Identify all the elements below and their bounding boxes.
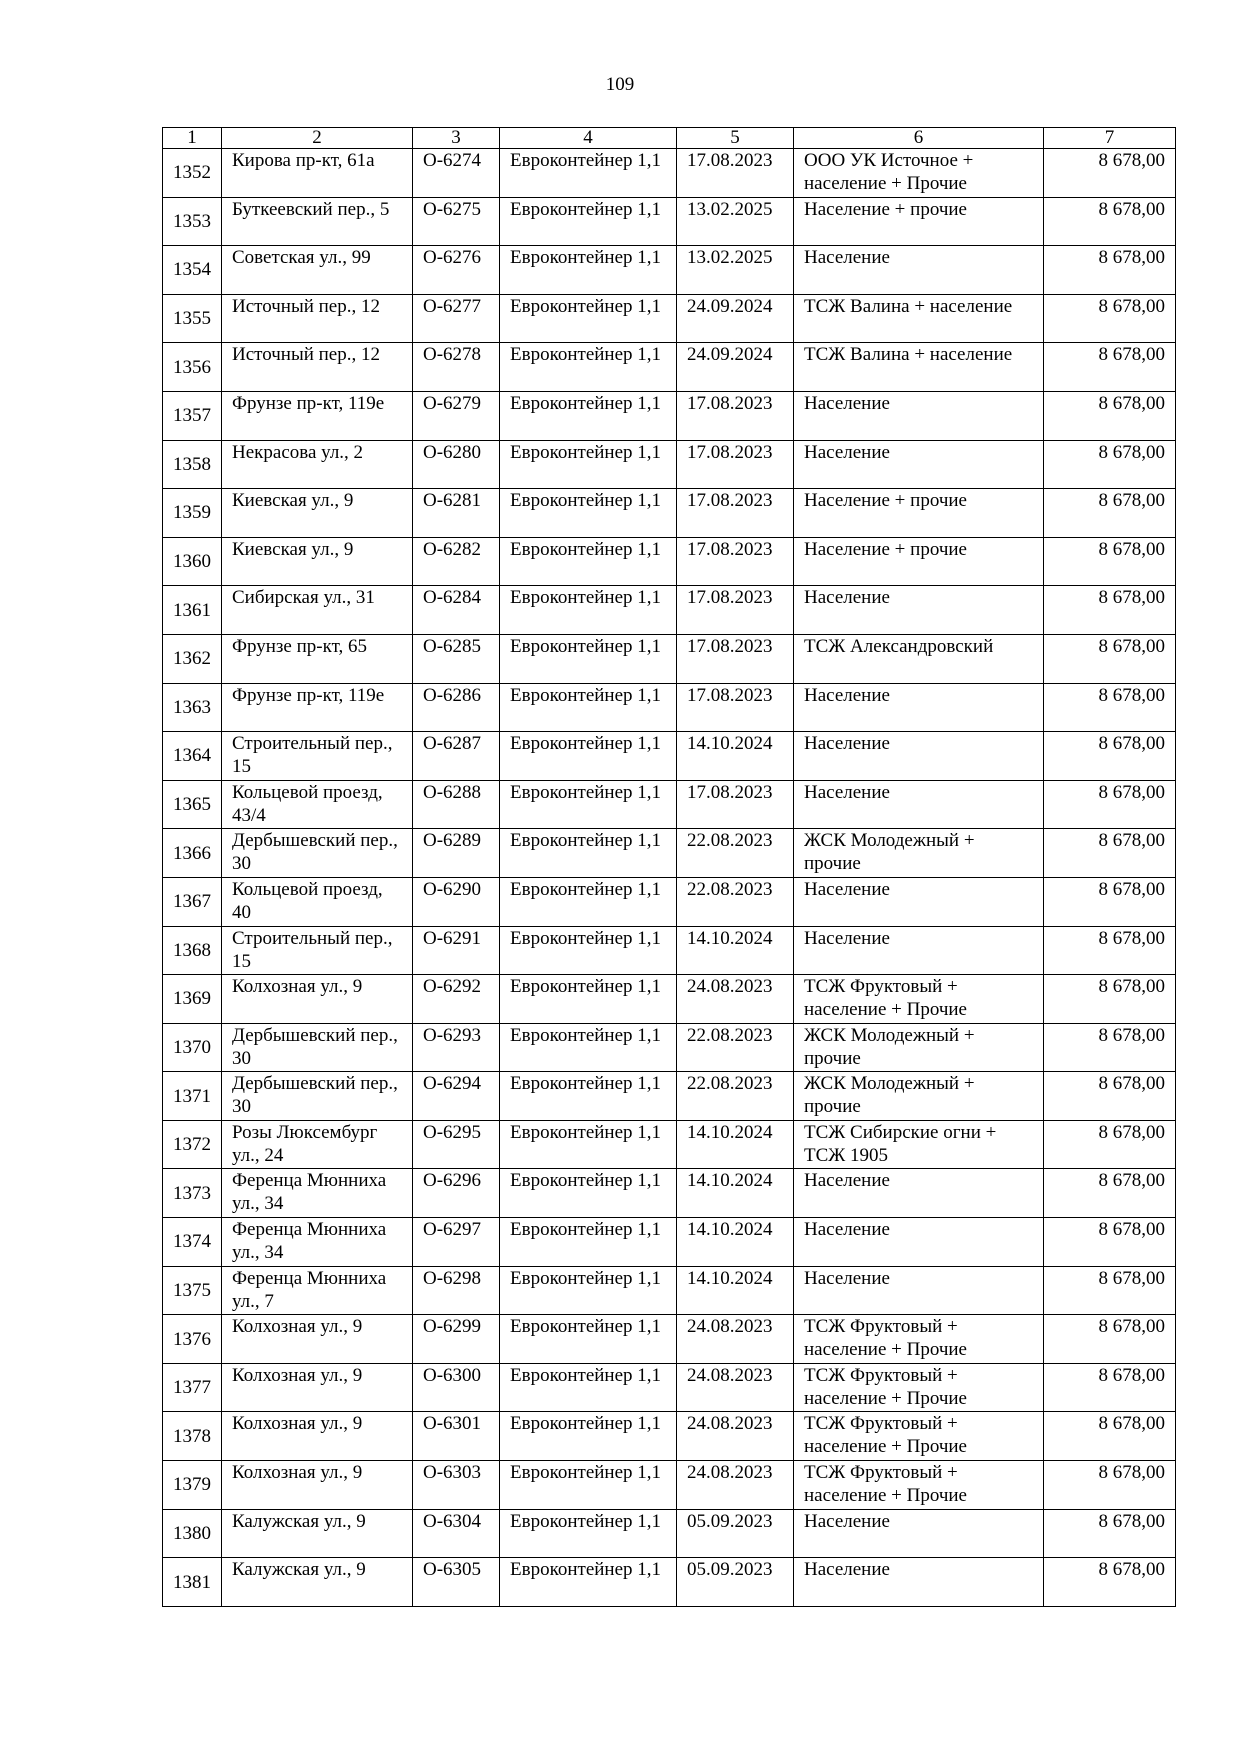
container-cell: Евроконтейнер 1,1 (500, 489, 677, 538)
owner-cell: ЖСК Молодежный + прочие (794, 1072, 1044, 1121)
code-cell: О-6300 (413, 1363, 500, 1412)
address-cell: Фрунзе пр-кт, 119е (222, 683, 413, 732)
code-cell: О-6279 (413, 391, 500, 440)
date-cell: 24.08.2023 (677, 1315, 794, 1364)
amount-cell: 8 678,00 (1044, 975, 1176, 1024)
container-cell: Евроконтейнер 1,1 (500, 197, 677, 246)
owner-cell: ТСЖ Фруктовый + население + Прочие (794, 1363, 1044, 1412)
table-row (163, 1412, 1176, 1461)
table-row (163, 829, 1176, 878)
date-cell: 24.09.2024 (677, 294, 794, 343)
date-cell: 17.08.2023 (677, 634, 794, 683)
date-cell: 14.10.2024 (677, 1266, 794, 1315)
code-cell: О-6288 (413, 780, 500, 829)
amount-cell: 8 678,00 (1044, 1412, 1176, 1461)
amount-cell: 8 678,00 (1044, 1266, 1176, 1315)
row-number-cell: 1372 (163, 1120, 222, 1169)
row-number-cell: 1354 (163, 246, 222, 295)
code-cell: О-6299 (413, 1315, 500, 1364)
address-cell: Колхозная ул., 9 (222, 975, 413, 1024)
row-number-cell: 1371 (163, 1072, 222, 1121)
owner-cell: Население (794, 1169, 1044, 1218)
table-row (163, 343, 1176, 392)
amount-cell: 8 678,00 (1044, 1558, 1176, 1607)
code-cell: О-6297 (413, 1218, 500, 1267)
date-cell: 24.08.2023 (677, 1412, 794, 1461)
address-cell: Ференца Мюнниха ул., 34 (222, 1169, 413, 1218)
row-number-cell: 1376 (163, 1315, 222, 1364)
container-cell: Евроконтейнер 1,1 (500, 926, 677, 975)
address-cell: Колхозная ул., 9 (222, 1412, 413, 1461)
row-number-cell: 1357 (163, 391, 222, 440)
owner-cell: Население (794, 926, 1044, 975)
table-row (163, 1509, 1176, 1558)
amount-cell: 8 678,00 (1044, 683, 1176, 732)
container-cell: Евроконтейнер 1,1 (500, 586, 677, 635)
table-row (163, 1120, 1176, 1169)
table-row (163, 1023, 1176, 1072)
row-number-cell: 1363 (163, 683, 222, 732)
table-row (163, 1169, 1176, 1218)
column-header: 2 (222, 128, 413, 149)
container-cell: Евроконтейнер 1,1 (500, 829, 677, 878)
owner-cell: ТСЖ Александровский (794, 634, 1044, 683)
row-number-cell: 1360 (163, 537, 222, 586)
code-cell: О-6294 (413, 1072, 500, 1121)
address-cell: Калужская ул., 9 (222, 1509, 413, 1558)
code-cell: О-6303 (413, 1461, 500, 1510)
row-number-cell: 1361 (163, 586, 222, 635)
owner-cell: Население (794, 586, 1044, 635)
container-cell: Евроконтейнер 1,1 (500, 1266, 677, 1315)
date-cell: 17.08.2023 (677, 391, 794, 440)
row-number-cell: 1367 (163, 877, 222, 926)
container-cell: Евроконтейнер 1,1 (500, 343, 677, 392)
owner-cell: Население (794, 246, 1044, 295)
amount-cell: 8 678,00 (1044, 440, 1176, 489)
date-cell: 17.08.2023 (677, 149, 794, 198)
owner-cell: ТСЖ Фруктовый + население + Прочие (794, 1412, 1044, 1461)
code-cell: О-6290 (413, 877, 500, 926)
address-cell: Дербышевский пер., 30 (222, 1023, 413, 1072)
table-row (163, 634, 1176, 683)
column-header: 3 (413, 128, 500, 149)
container-cell: Евроконтейнер 1,1 (500, 149, 677, 198)
container-cell: Евроконтейнер 1,1 (500, 391, 677, 440)
container-cell: Евроконтейнер 1,1 (500, 780, 677, 829)
date-cell: 05.09.2023 (677, 1509, 794, 1558)
row-number-cell: 1369 (163, 975, 222, 1024)
owner-cell: ТСЖ Фруктовый + население + Прочие (794, 1315, 1044, 1364)
address-cell: Колхозная ул., 9 (222, 1363, 413, 1412)
container-cell: Евроконтейнер 1,1 (500, 975, 677, 1024)
container-cell: Евроконтейнер 1,1 (500, 440, 677, 489)
code-cell: О-6285 (413, 634, 500, 683)
date-cell: 17.08.2023 (677, 586, 794, 635)
row-number-cell: 1352 (163, 149, 222, 198)
code-cell: О-6276 (413, 246, 500, 295)
container-cell: Евроконтейнер 1,1 (500, 1509, 677, 1558)
table-row (163, 732, 1176, 781)
date-cell: 24.08.2023 (677, 975, 794, 1024)
owner-cell: Население + прочие (794, 537, 1044, 586)
amount-cell: 8 678,00 (1044, 829, 1176, 878)
code-cell: О-6293 (413, 1023, 500, 1072)
amount-cell: 8 678,00 (1044, 343, 1176, 392)
code-cell: О-6287 (413, 732, 500, 781)
table-row (163, 440, 1176, 489)
row-number-cell: 1365 (163, 780, 222, 829)
code-cell: О-6296 (413, 1169, 500, 1218)
date-cell: 14.10.2024 (677, 1169, 794, 1218)
code-cell: О-6284 (413, 586, 500, 635)
row-number-cell: 1358 (163, 440, 222, 489)
owner-cell: Население (794, 732, 1044, 781)
row-number-cell: 1359 (163, 489, 222, 538)
amount-cell: 8 678,00 (1044, 1120, 1176, 1169)
code-cell: О-6292 (413, 975, 500, 1024)
container-cell: Евроконтейнер 1,1 (500, 1363, 677, 1412)
registry-table (162, 127, 1176, 1607)
row-number-cell: 1370 (163, 1023, 222, 1072)
date-cell: 13.02.2025 (677, 197, 794, 246)
owner-cell: Население + прочие (794, 197, 1044, 246)
table-row (163, 877, 1176, 926)
container-cell: Евроконтейнер 1,1 (500, 877, 677, 926)
header-row (163, 128, 1176, 149)
date-cell: 17.08.2023 (677, 780, 794, 829)
table-row (163, 246, 1176, 295)
address-cell: Строительный пер., 15 (222, 732, 413, 781)
table-row (163, 197, 1176, 246)
owner-cell: ТСЖ Сибирские огни + ТСЖ 1905 (794, 1120, 1044, 1169)
container-cell: Евроконтейнер 1,1 (500, 1023, 677, 1072)
owner-cell: ТСЖ Фруктовый + население + Прочие (794, 975, 1044, 1024)
row-number-cell: 1379 (163, 1461, 222, 1510)
code-cell: О-6295 (413, 1120, 500, 1169)
date-cell: 14.10.2024 (677, 732, 794, 781)
date-cell: 17.08.2023 (677, 489, 794, 538)
address-cell: Киевская ул., 9 (222, 489, 413, 538)
owner-cell: Население (794, 440, 1044, 489)
amount-cell: 8 678,00 (1044, 586, 1176, 635)
address-cell: Сибирская ул., 31 (222, 586, 413, 635)
date-cell: 17.08.2023 (677, 440, 794, 489)
container-cell: Евроконтейнер 1,1 (500, 732, 677, 781)
container-cell: Евроконтейнер 1,1 (500, 246, 677, 295)
amount-cell: 8 678,00 (1044, 732, 1176, 781)
address-cell: Киевская ул., 9 (222, 537, 413, 586)
amount-cell: 8 678,00 (1044, 391, 1176, 440)
table-row (163, 1218, 1176, 1267)
owner-cell: ЖСК Молодежный + прочие (794, 829, 1044, 878)
date-cell: 22.08.2023 (677, 1072, 794, 1121)
date-cell: 13.02.2025 (677, 246, 794, 295)
code-cell: О-6275 (413, 197, 500, 246)
owner-cell: ТСЖ Фруктовый + население + Прочие (794, 1461, 1044, 1510)
row-number-cell: 1362 (163, 634, 222, 683)
address-cell: Кирова пр-кт, 61а (222, 149, 413, 198)
address-cell: Кольцевой проезд, 40 (222, 877, 413, 926)
page-number: 109 (605, 74, 635, 95)
container-cell: Евроконтейнер 1,1 (500, 1120, 677, 1169)
code-cell: О-6304 (413, 1509, 500, 1558)
code-cell: О-6281 (413, 489, 500, 538)
date-cell: 22.08.2023 (677, 877, 794, 926)
owner-cell: Население (794, 1509, 1044, 1558)
table-row (163, 537, 1176, 586)
row-number-cell: 1368 (163, 926, 222, 975)
amount-cell: 8 678,00 (1044, 149, 1176, 198)
code-cell: О-6278 (413, 343, 500, 392)
container-cell: Евроконтейнер 1,1 (500, 1558, 677, 1607)
table-row (163, 1072, 1176, 1121)
address-cell: Колхозная ул., 9 (222, 1315, 413, 1364)
table-row (163, 586, 1176, 635)
row-number-cell: 1364 (163, 732, 222, 781)
code-cell: О-6301 (413, 1412, 500, 1461)
owner-cell: Население (794, 391, 1044, 440)
code-cell: О-6274 (413, 149, 500, 198)
code-cell: О-6277 (413, 294, 500, 343)
owner-cell: Население (794, 1266, 1044, 1315)
row-number-cell: 1377 (163, 1363, 222, 1412)
column-header: 6 (794, 128, 1044, 149)
date-cell: 24.09.2024 (677, 343, 794, 392)
amount-cell: 8 678,00 (1044, 294, 1176, 343)
address-cell: Советская ул., 99 (222, 246, 413, 295)
date-cell: 22.08.2023 (677, 1023, 794, 1072)
amount-cell: 8 678,00 (1044, 1169, 1176, 1218)
owner-cell: ТСЖ Валина + население (794, 294, 1044, 343)
address-cell: Калужская ул., 9 (222, 1558, 413, 1607)
row-number-cell: 1375 (163, 1266, 222, 1315)
address-cell: Ференца Мюнниха ул., 34 (222, 1218, 413, 1267)
row-number-cell: 1353 (163, 197, 222, 246)
table-row (163, 926, 1176, 975)
column-header: 5 (677, 128, 794, 149)
column-header: 1 (163, 128, 222, 149)
table-row (163, 1315, 1176, 1364)
container-cell: Евроконтейнер 1,1 (500, 1072, 677, 1121)
container-cell: Евроконтейнер 1,1 (500, 1218, 677, 1267)
date-cell: 22.08.2023 (677, 829, 794, 878)
address-cell: Ференца Мюнниха ул., 7 (222, 1266, 413, 1315)
date-cell: 14.10.2024 (677, 1120, 794, 1169)
container-cell: Евроконтейнер 1,1 (500, 537, 677, 586)
table-row (163, 1266, 1176, 1315)
amount-cell: 8 678,00 (1044, 877, 1176, 926)
table-row (163, 391, 1176, 440)
address-cell: Некрасова ул., 2 (222, 440, 413, 489)
table-row (163, 489, 1176, 538)
code-cell: О-6289 (413, 829, 500, 878)
amount-cell: 8 678,00 (1044, 1509, 1176, 1558)
address-cell: Источный пер., 12 (222, 343, 413, 392)
table-row (163, 1363, 1176, 1412)
owner-cell: ООО УК Источное + население + Прочие (794, 149, 1044, 198)
amount-cell: 8 678,00 (1044, 1363, 1176, 1412)
address-cell: Кольцевой проезд, 43/4 (222, 780, 413, 829)
container-cell: Евроконтейнер 1,1 (500, 294, 677, 343)
row-number-cell: 1374 (163, 1218, 222, 1267)
owner-cell: ТСЖ Валина + население (794, 343, 1044, 392)
amount-cell: 8 678,00 (1044, 926, 1176, 975)
address-cell: Буткеевский пер., 5 (222, 197, 413, 246)
row-number-cell: 1378 (163, 1412, 222, 1461)
owner-cell: Население (794, 877, 1044, 926)
container-cell: Евроконтейнер 1,1 (500, 1412, 677, 1461)
amount-cell: 8 678,00 (1044, 1315, 1176, 1364)
table-row (163, 975, 1176, 1024)
address-cell: Фрунзе пр-кт, 119е (222, 391, 413, 440)
address-cell: Источный пер., 12 (222, 294, 413, 343)
address-cell: Дербышевский пер., 30 (222, 829, 413, 878)
date-cell: 17.08.2023 (677, 537, 794, 586)
address-cell: Розы Люксембург ул., 24 (222, 1120, 413, 1169)
address-cell: Фрунзе пр-кт, 65 (222, 634, 413, 683)
amount-cell: 8 678,00 (1044, 489, 1176, 538)
code-cell: О-6286 (413, 683, 500, 732)
owner-cell: Население (794, 1218, 1044, 1267)
owner-cell: Население (794, 780, 1044, 829)
amount-cell: 8 678,00 (1044, 780, 1176, 829)
date-cell: 14.10.2024 (677, 1218, 794, 1267)
date-cell: 24.08.2023 (677, 1461, 794, 1510)
container-cell: Евроконтейнер 1,1 (500, 1315, 677, 1364)
date-cell: 17.08.2023 (677, 683, 794, 732)
amount-cell: 8 678,00 (1044, 246, 1176, 295)
owner-cell: Население + прочие (794, 489, 1044, 538)
table-row (163, 780, 1176, 829)
row-number-cell: 1366 (163, 829, 222, 878)
owner-cell: ЖСК Молодежный + прочие (794, 1023, 1044, 1072)
container-cell: Евроконтейнер 1,1 (500, 1461, 677, 1510)
table-row (163, 683, 1176, 732)
code-cell: О-6305 (413, 1558, 500, 1607)
container-cell: Евроконтейнер 1,1 (500, 683, 677, 732)
code-cell: О-6280 (413, 440, 500, 489)
code-cell: О-6291 (413, 926, 500, 975)
container-cell: Евроконтейнер 1,1 (500, 634, 677, 683)
code-cell: О-6282 (413, 537, 500, 586)
row-number-cell: 1380 (163, 1509, 222, 1558)
owner-cell: Население (794, 683, 1044, 732)
address-cell: Дербышевский пер., 30 (222, 1072, 413, 1121)
amount-cell: 8 678,00 (1044, 1023, 1176, 1072)
table-row (163, 149, 1176, 198)
owner-cell: Население (794, 1558, 1044, 1607)
amount-cell: 8 678,00 (1044, 197, 1176, 246)
amount-cell: 8 678,00 (1044, 1072, 1176, 1121)
address-cell: Строительный пер., 15 (222, 926, 413, 975)
row-number-cell: 1355 (163, 294, 222, 343)
amount-cell: 8 678,00 (1044, 1461, 1176, 1510)
column-header: 7 (1044, 128, 1176, 149)
row-number-cell: 1373 (163, 1169, 222, 1218)
date-cell: 24.08.2023 (677, 1363, 794, 1412)
table-body (163, 149, 1176, 1607)
address-cell: Колхозная ул., 9 (222, 1461, 413, 1510)
code-cell: О-6298 (413, 1266, 500, 1315)
row-number-cell: 1356 (163, 343, 222, 392)
amount-cell: 8 678,00 (1044, 1218, 1176, 1267)
date-cell: 05.09.2023 (677, 1558, 794, 1607)
table-row (163, 1461, 1176, 1510)
column-header: 4 (500, 128, 677, 149)
date-cell: 14.10.2024 (677, 926, 794, 975)
amount-cell: 8 678,00 (1044, 634, 1176, 683)
row-number-cell: 1381 (163, 1558, 222, 1607)
amount-cell: 8 678,00 (1044, 537, 1176, 586)
container-cell: Евроконтейнер 1,1 (500, 1169, 677, 1218)
table-row (163, 1558, 1176, 1607)
table-row (163, 294, 1176, 343)
